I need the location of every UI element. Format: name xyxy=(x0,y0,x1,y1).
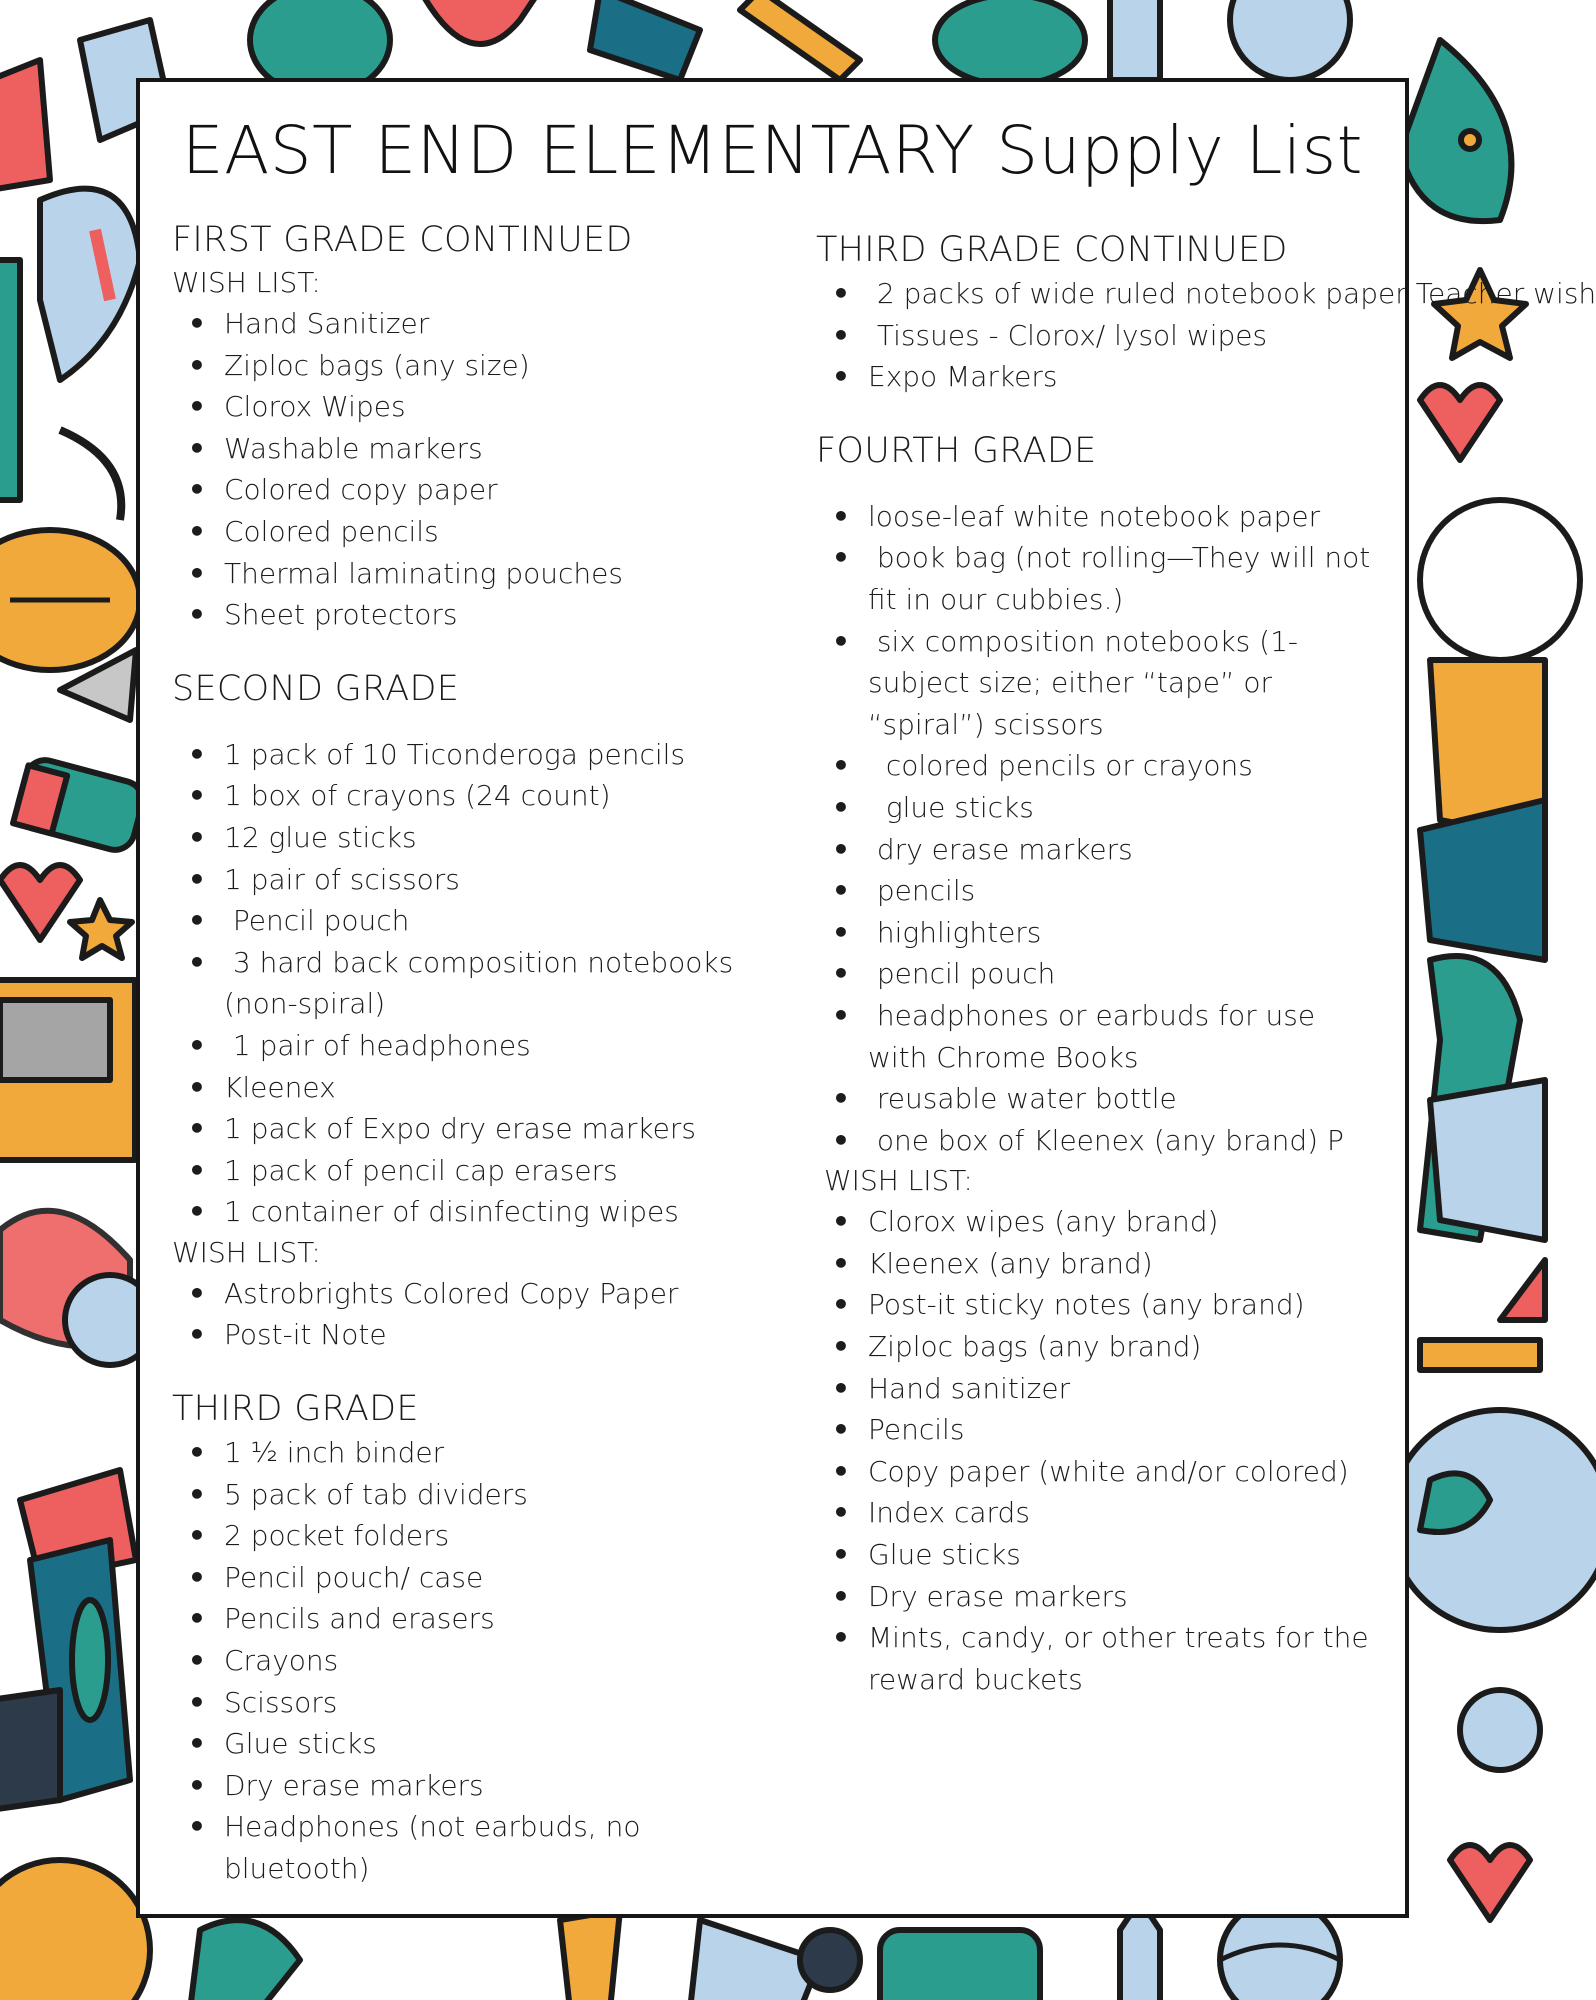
list-item: • loose-leaf white notebook paper xyxy=(816,496,1376,538)
list-item: • Glue sticks xyxy=(172,1723,752,1765)
third-grade-heading: THIRD GRADE xyxy=(172,1389,419,1430)
list-item: • 1 pack of pencil cap erasers xyxy=(172,1150,752,1192)
list-item: • Expo Markers xyxy=(816,356,1466,398)
list-item: • Kleenex xyxy=(172,1067,752,1109)
list-item: • 2 pocket folders xyxy=(172,1515,752,1557)
list-item: • Post-it sticky notes (any brand) xyxy=(816,1284,1376,1326)
list-item: • one box of Kleenex (any brand) P xyxy=(816,1120,1376,1162)
list-item: • Ziploc bags (any brand) xyxy=(816,1326,1376,1368)
list-item: • 1 pair of headphones xyxy=(172,1025,752,1067)
list-item: • 12 glue sticks xyxy=(172,817,752,859)
list-item: • Glue sticks xyxy=(816,1534,1376,1576)
fourth-grade-wish-label: WISH LIST: xyxy=(824,1164,973,1198)
first-grade-wish-label: WISH LIST: xyxy=(172,266,321,299)
list-item: • Ziploc bags (any size) xyxy=(172,345,752,387)
list-item: • reusable water bottle xyxy=(816,1078,1376,1120)
list-item: • 3 hard back composition notebooks (non-spiral) xyxy=(172,942,752,1025)
list-item: • 1 pair of scissors xyxy=(172,859,752,901)
right-column xyxy=(816,227,1596,1700)
fourth-grade-list xyxy=(816,496,1380,1162)
list-item: • pencils xyxy=(816,870,1376,912)
list-item: • Headphones (not earbuds, no bluetooth) xyxy=(172,1806,664,1889)
third-grade-section xyxy=(172,1386,752,1890)
list-item: • 1 container of disinfecting wipes xyxy=(172,1191,752,1233)
list-item: • Colored pencils xyxy=(172,511,752,553)
list-item: • Hand Sanitizer xyxy=(172,303,752,345)
list-item: • Astrobrights Colored Copy Paper xyxy=(172,1273,752,1315)
list-item: • Pencil pouch xyxy=(172,900,752,942)
list-item: • 1 box of crayons (24 count) xyxy=(172,775,752,817)
list-item: • 5 pack of tab dividers xyxy=(172,1474,752,1516)
third-grade-continued-heading: THIRD GRADE CONTINUED xyxy=(816,230,1288,270)
list-item: • Dry erase markers xyxy=(172,1765,752,1807)
list-item: • Washable markers xyxy=(172,428,752,470)
list-item: • book bag (not rolling—They will not fit in our cubbies.) xyxy=(816,537,1376,620)
second-grade-section xyxy=(172,666,752,1356)
supply-list-sheet xyxy=(136,78,1596,1918)
list-item: • pencil pouch xyxy=(816,953,1376,995)
list-item: • Hand sanitizer xyxy=(816,1368,1376,1410)
list-item: • 2 packs of wide ruled notebook paper Teacher wish xyxy=(816,273,1466,315)
list-item: • Sheet protectors xyxy=(172,594,752,636)
list-item: • Pencil pouch/ case xyxy=(172,1557,752,1599)
second-grade-heading: SECOND GRADE xyxy=(172,668,460,709)
first-grade-wish-list xyxy=(172,303,752,636)
list-item: • Crayons xyxy=(172,1640,752,1682)
third-grade-continued-list xyxy=(816,273,1596,398)
list-item: • highlighters xyxy=(816,912,1376,954)
list-item: • 1 pack of Expo dry erase markers xyxy=(172,1108,752,1150)
fourth-grade-section xyxy=(816,428,1466,1701)
list-item: • Dry erase markers xyxy=(816,1576,1376,1618)
second-grade-list xyxy=(172,734,752,1233)
list-item: • Copy paper (white and/or colored) xyxy=(816,1451,1376,1493)
list-item: • Post-it Note xyxy=(172,1314,752,1356)
second-grade-wish-list xyxy=(172,1273,752,1356)
list-item: • Pencils xyxy=(816,1409,1376,1451)
list-item: • Mints, candy, or other treats for the reward buckets xyxy=(816,1617,1376,1700)
list-item: • dry erase markers xyxy=(816,829,1376,871)
list-item: • Scissors xyxy=(172,1682,752,1724)
third-grade-list xyxy=(172,1432,752,1890)
third-grade-continued-section xyxy=(816,227,1596,398)
list-item: • Index cards xyxy=(816,1492,1376,1534)
list-item: • headphones or earbuds for use with Chrome Books xyxy=(816,995,1376,1078)
fourth-grade-heading: FOURTH GRADE xyxy=(816,430,1097,471)
left-column xyxy=(172,217,752,1890)
list-item: • Colored copy paper xyxy=(172,469,752,511)
page-title: EAST END ELEMENTARY Supply List xyxy=(181,112,1364,189)
list-item: • Clorox Wipes xyxy=(172,386,752,428)
first-grade-heading: FIRST GRADE CONTINUED xyxy=(172,220,633,260)
list-item: • Pencils and erasers xyxy=(172,1598,752,1640)
second-grade-wish-label: WISH LIST: xyxy=(172,1235,321,1269)
list-item: • 1 ½ inch binder xyxy=(172,1432,752,1474)
list-item: • 1 pack of 10 Ticonderoga pencils xyxy=(172,734,752,776)
list-item: • Thermal laminating pouches xyxy=(172,553,752,595)
list-item: • six composition notebooks (1-subject size; either “tape” or “spiral”) scissors xyxy=(816,621,1376,746)
list-item: • glue sticks xyxy=(816,787,1376,829)
first-grade-continued-section xyxy=(172,217,752,636)
list-item: • Kleenex (any brand) xyxy=(816,1243,1376,1285)
list-item: • Tissues - Clorox/ lysol wipes xyxy=(816,315,1466,357)
fourth-grade-wish-list xyxy=(816,1201,1376,1700)
list-item: • Clorox wipes (any brand) xyxy=(816,1201,1376,1243)
list-item: • colored pencils or crayons xyxy=(816,745,1376,787)
